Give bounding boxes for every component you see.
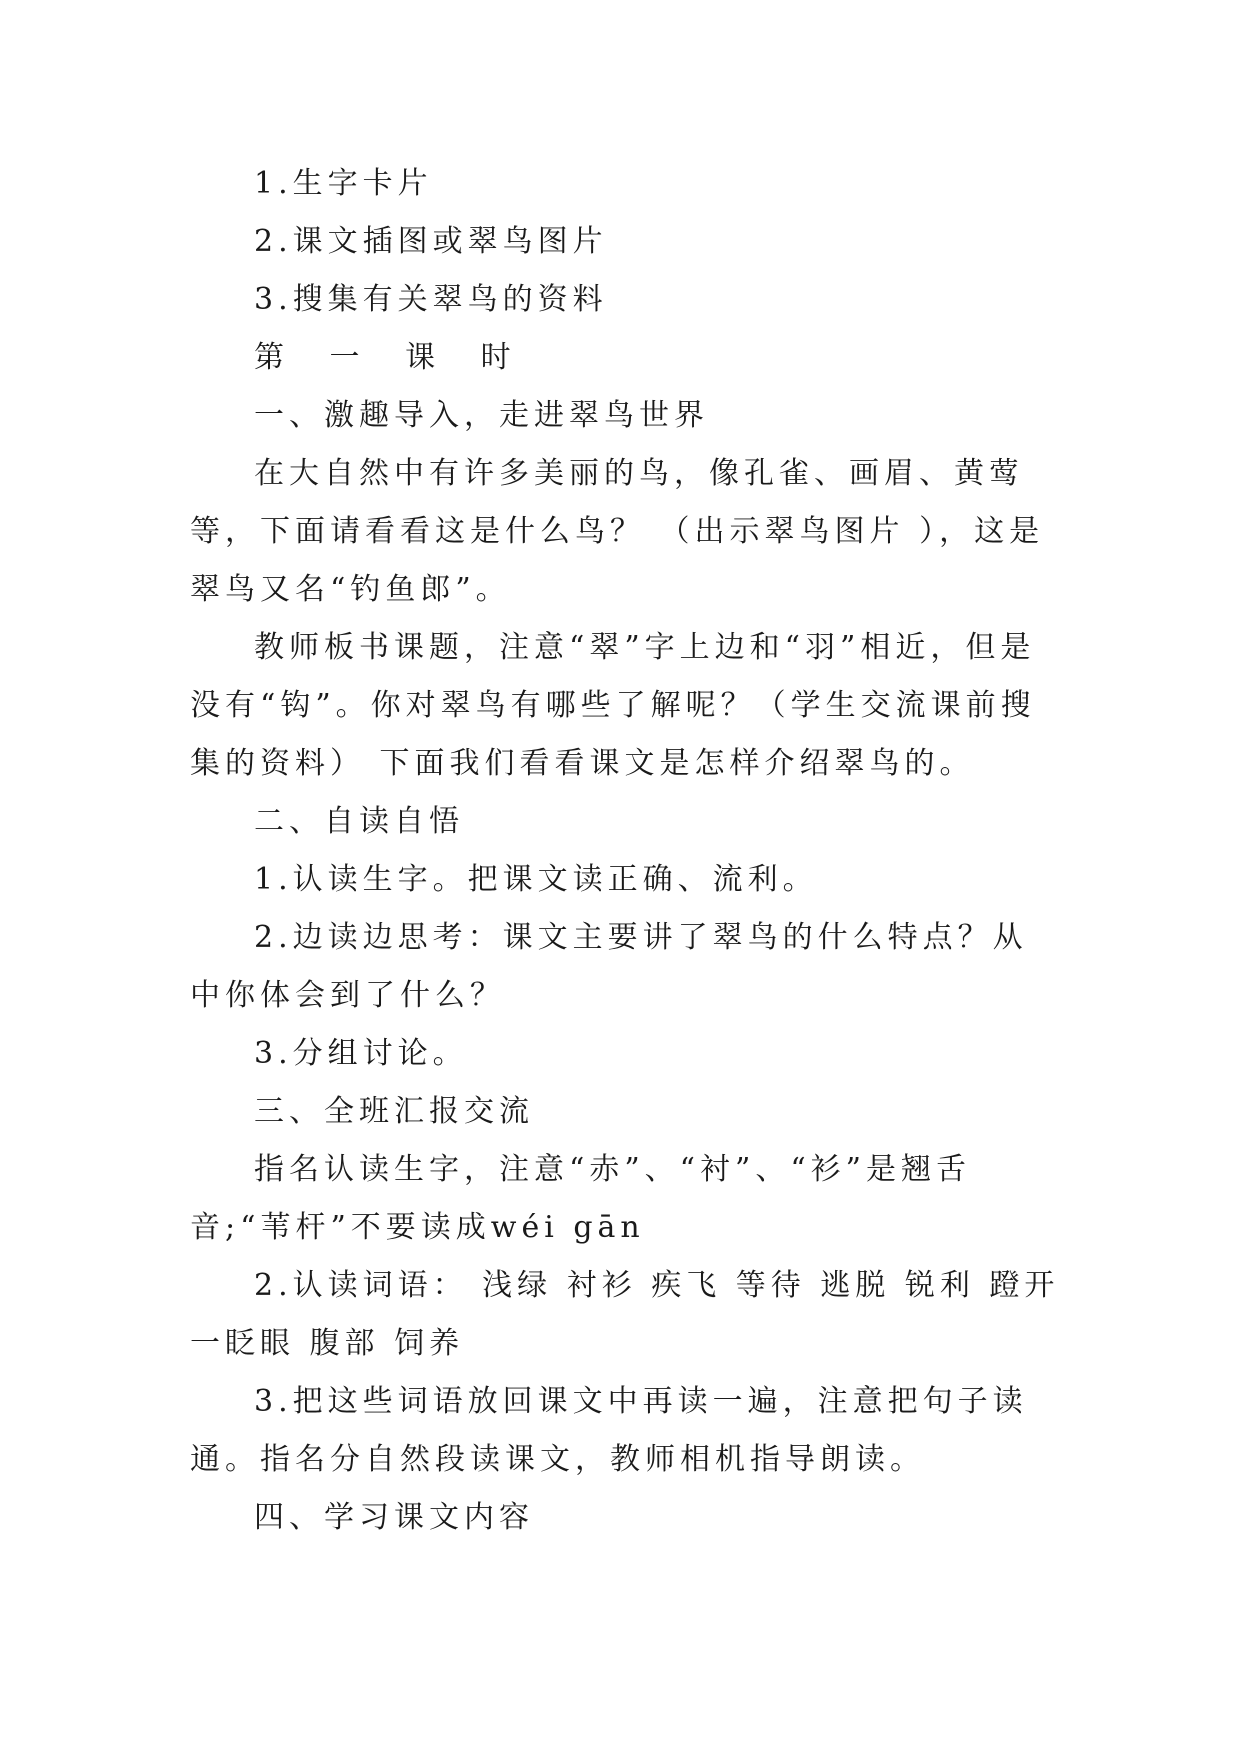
section-heading-intro: 一、激趣导入，走进翠鸟世界 — [254, 398, 709, 433]
paragraph-pronunciation: 指名认读生字，注意“赤”、“衬”、“衫”是翘舌音;“苇杆”不要读成wéi gān — [190, 1152, 972, 1245]
document-body — [190, 155, 1074, 1547]
section-heading-study-content: 四、学习课文内容 — [254, 1500, 534, 1535]
section-heading-self-reading: 二、自读自悟 — [254, 804, 464, 839]
list-item-read-characters: 1.认读生字。把课文读正确、流利。 — [254, 862, 818, 897]
paragraph-intro-birds: 在大自然中有许多美丽的鸟，像孔雀、画眉、黄莺等，下面请看看这是什么鸟？ （出示翠鸟图片 ），这是翠鸟又名“钓鱼郎”。 — [190, 456, 1045, 607]
list-item-word-cards: 1.生字卡片 — [254, 166, 433, 201]
list-item-read-and-think: 2.边读边思考：课文主要讲了翠鸟的什么特点？从中你体会到了什么？ — [190, 920, 1028, 1013]
list-item-reread-text: 3.把这些词语放回课文中再读一遍，注意把句子读通。指名分自然段读课文，教师相机指导朗读。 — [190, 1384, 1028, 1477]
list-item-illustrations: 2.课文插图或翠鸟图片 — [254, 224, 608, 259]
list-item-group-discussion: 3.分组讨论。 — [254, 1036, 468, 1071]
section-heading-class-report: 三、全班汇报交流 — [254, 1094, 534, 1129]
list-item-collect-materials: 3.搜集有关翠鸟的资料 — [254, 282, 608, 317]
paragraph-board-title: 教师板书课题，注意“翠”字上边和“羽”相近，但是没有“钩”。你对翠鸟有哪些了解呢？（学生交流课前搜集的资料） 下面我们看看课文是怎样介绍翠鸟的。 — [190, 630, 1036, 781]
lesson-period-heading: 第 一 课 时 — [254, 340, 529, 375]
list-item-vocabulary: 2.认读词语： 浅绿 衬衫 疾飞 等待 逃脱 锐利 蹬开 一眨眼 腹部 饲养 — [190, 1268, 1074, 1361]
